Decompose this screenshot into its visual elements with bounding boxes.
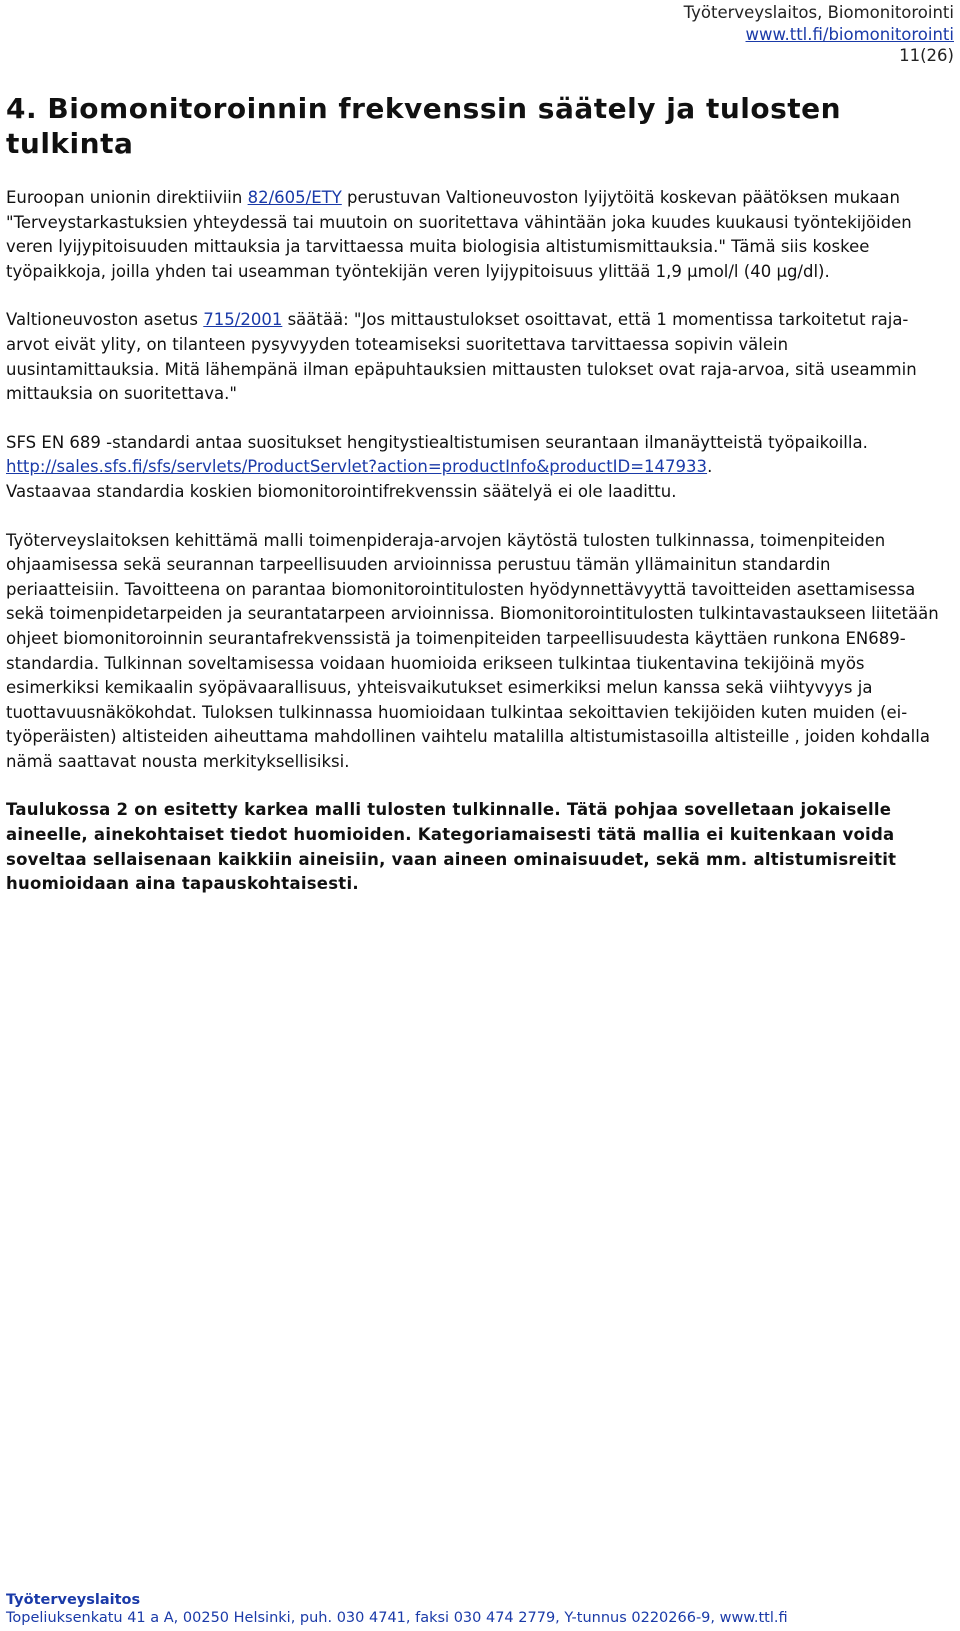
sfs-product-link[interactable]: http://sales.sfs.fi/sfs/servlets/ProductServlet?action=productInfo&productID=147933 [6, 457, 708, 477]
footer-org: Työterveyslaitos [6, 1592, 141, 1608]
paragraph-decree: Valtioneuvoston asetus 715/2001 säätää: "Jos mittaustulokset osoittavat, että 1 momentissa tarkoitetut raja-arvot eivät ylity, on tilanteen pysyvyyden toteamiseksi suoritettava tarvittaessa sopivin välein uusintamittauksia. Mitä lähempänä ilman epäpuhtauksien mittausten tulokset ovat raja-arvoa, sitä useammin mittauksia on suoritettava." [6, 310, 917, 404]
section-heading: 4. Biomonitoroinnin frekvenssin säätely ja tulosten tulkinta [6, 92, 842, 160]
decree-link[interactable]: 715/2001 [203, 310, 283, 330]
document-body [6, 186, 946, 921]
paragraph-directive: Euroopan unionin direktiiviin 82/605/ETY perustuvan Valtioneuvoston lyijytöitä koskevan päätöksen mukaan "Terveystarkastuksien yhteydessä tai muutoin on suoritettava vähintään joka kuudes kuukausi työntekijöiden veren lyijypitoisuuden mittauksia ja tarvittaessa muita biologisia altistumismittauksia." Tämä siis koskee työpaikkoja, joilla yhden tai useamman työntekijän veren lyijypitoisuus ylittää 1,9 µmol/l (40 µg/dl). [6, 188, 912, 281]
footer-address: Topeliuksenkatu 41 a A, 00250 Helsinki, puh. 030 4741, faksi 030 474 2779, Y-tunnus 0220266-9, www.ttl.fi [6, 1610, 788, 1626]
paragraph-table-intro: Taulukossa 2 on esitetty karkea malli tulosten tulkinnalle. Tätä pohjaa sovelletaan jokaiselle aineelle, ainekohtaiset tiedot huomioiden. Kategoriamaisesti tätä mallia ei kuitenkaan voida soveltaa sellaisenaan kaikkiin aineisiin, vaan aineen ominaisuudet, sekä mm. altistumisreitit huomioidaan aina tapauskohtaisesti. [6, 800, 897, 894]
page-number: 11(26) [899, 46, 954, 65]
page-footer [6, 1591, 788, 1627]
header-url-link[interactable]: www.ttl.fi/biomonitorointi [745, 24, 954, 44]
paragraph-model: Työterveyslaitoksen kehittämä malli toimenpideraja-arvojen käytöstä tulosten tulkinnassa, toimenpiteiden ohjaamisessa sekä seurannan tarpeellisuuden arvioinnissa perustuu tämän yllämainitun standardin periaatteisiin. Tavoitteena on parantaa biomonitorointitulosten hyödynnettävyyttä tavoitteiden asettamisessa sekä toimenpidetarpeiden ja seurantatarpeen arvioinnissa. Biomonitorointitulosten tulkintavastaukseen liitetään ohjeet biomonitoroinnin seurantafrekvenssistä ja toimenpiteiden tarpeellisuudesta käyttäen runkona EN689-standardia. Tulkinnan soveltamisessa voidaan huomioida erikseen tulkintaa tiukentavina tekijöinä myös esimerkiksi kemikaalin syöpävaarallisuus, yhteisvaikutukset esimerkiksi melun kanssa sekä viihtyvyys ja tuottavuusnäkökohdat. Tuloksen tulkinnassa huomioidaan tulkintaa sekoittavien tekijöiden kuten muiden (ei-työperäisten) altisteiden aiheuttama mahdollinen vaihtelu matalilla altistumistasoilla altisteille , joiden kohdalla nämä saattavat nousta merkityksellisiksi. [6, 530, 939, 771]
page-header [684, 2, 954, 67]
header-org-topic: Työterveyslaitos, Biomonitorointi [683, 3, 954, 22]
paragraph-standard: SFS EN 689 -standardi antaa suositukset hengitystiealtistumisen seurantaan ilmanäytteistä työpaikoilla. http://sales.sfs.fi/sfs/servlets/ProductServlet?action=productInfo&productID=147933. Vastaavaa standardia koskien biomonitorointifrekvenssin säätelyä ei ole laadittu. [6, 432, 868, 501]
directive-link[interactable]: 82/605/ETY [247, 188, 342, 207]
